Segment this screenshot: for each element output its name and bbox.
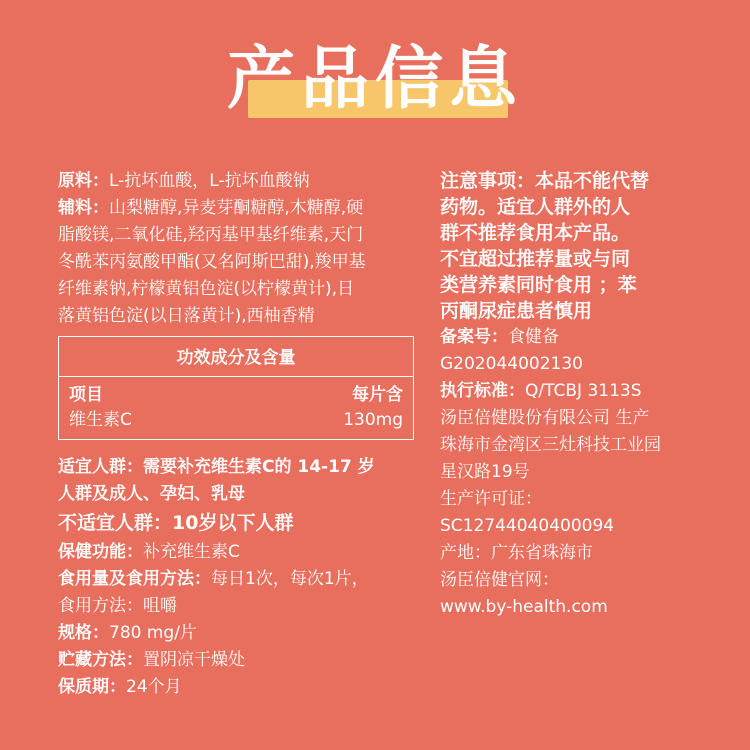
suitable-line-2: 人群及成人、孕妇、乳母 [58,484,245,504]
nutrition-table [58,336,414,440]
suitable-line-1: 适宜人群：需要补充维生素C的 14-17 岁 [58,457,375,477]
col-item-header: 项目 [69,385,103,405]
website-link[interactable]: www.by-health.com [440,597,608,617]
license-value: SC12744040400094 [440,516,615,536]
notice-line-6: 丙酮尿症患者慎用 [440,300,593,322]
usage-line-2: 食用方法：咀嚼 [58,596,177,616]
excipients-text-4: 纤维素钠,柠檬黄铝色淀(以柠檬黄计),日 [58,279,355,299]
ingredients-line [58,168,418,195]
usage-line [58,566,418,593]
notice-line-2: 药物。适宜人群外的人 [440,196,631,218]
function-value: 补充维生素C [143,542,240,562]
nutrition-table-header-row [69,383,403,408]
excipients-text-3: 冬酰苯丙氨酸甲酯(又名阿斯巴甜),羧甲基 [58,252,366,272]
maker-line-2: 珠海市金湾区三灶科技工业园 [440,435,661,455]
standard-value: Q/TCBJ 3113S [525,381,642,401]
excipients-text-1: 山梨糖醇,异麦芽酮糖醇,木糖醇,硬 [109,198,364,218]
nutrition-table-heading: 功效成分及含量 [59,337,413,377]
notice-line-3: 群不推荐食用本产品。 [440,222,631,244]
excipients-label: 辅料： [58,198,109,218]
shelf-value: 24个月 [126,677,182,697]
record-label: 备案号： [440,327,508,347]
item-value: 130mg [343,410,403,430]
maker-line-1: 汤臣倍健股份有限公司 生产 [440,408,650,428]
ingredients-label: 原料： [58,171,109,191]
shelf-line [58,674,418,701]
excipients-text-5: 落黄铝色淀(以日落黄计),西柚香精 [58,306,315,326]
unsuitable-line: 不适宜人群：10岁以下人群 [58,512,294,534]
left-column [58,168,418,701]
record-number: G202044002130 [440,354,583,374]
function-label: 保健功能： [58,542,143,562]
website-label: 汤臣倍健官网： [440,570,559,590]
license-label: 生产许可证： [440,489,542,509]
storage-value: 置阴凉干燥处 [143,650,245,670]
spec-label: 规格： [58,623,109,643]
notice-line-1: 注意事项：本品不能代替 [440,170,650,192]
storage-label: 贮藏方法： [58,650,143,670]
usage-value: 每日1次，每次1片， [211,569,369,589]
notice-line-5: 类营养素同时食用 ；苯 [440,274,637,296]
excipients-text-2: 脂酸镁,二氧化硅,羟丙基甲基纤维素,天门 [58,225,364,245]
nutrition-table-row [69,408,403,433]
function-line [58,539,418,566]
page-title: 产品信息 [226,40,523,119]
col-amount-header: 每片含 [352,385,403,405]
storage-line [58,647,418,674]
origin-line: 产地：广东省珠海市 [440,543,593,563]
right-column [440,168,720,621]
standard-line [440,378,720,405]
spec-value: 780 mg/片 [109,623,197,643]
item-name: 维生素C [69,410,132,430]
maker-line-3: 星汉路19号 [440,462,530,482]
spec-line [58,620,418,647]
ingredients-value: L-抗坏血酸，L-抗坏血酸钠 [109,171,310,191]
standard-label: 执行标准： [440,381,525,401]
notice-line-4: 不宜超过推荐量或与同 [440,248,631,270]
shelf-label: 保质期： [58,677,126,697]
nutrition-table-body [59,377,413,439]
record-line [440,324,720,351]
title-area [0,40,750,120]
usage-label: 食用量及食用方法： [58,569,211,589]
excipients-line-1 [58,195,418,222]
record-value: 食健备 [508,327,559,347]
